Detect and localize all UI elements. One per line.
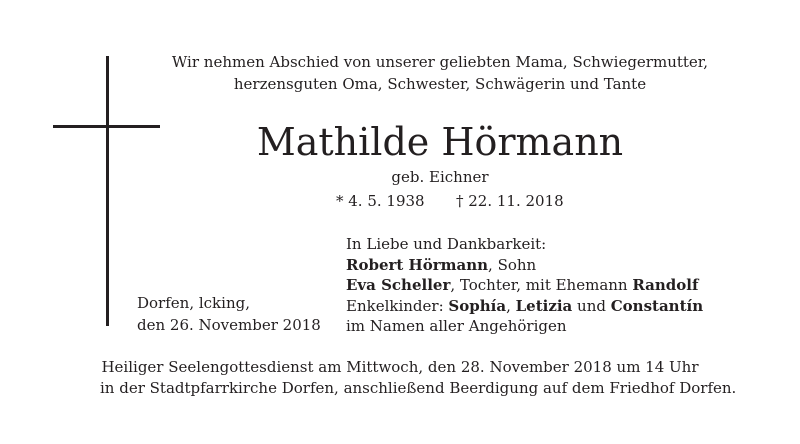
cross-horizontal-bar: [53, 125, 160, 128]
daughter-name: Eva Scheller: [346, 276, 451, 295]
mourners-closing: im Namen aller Angehörigen: [346, 317, 567, 336]
service-line-2: in der Stadtpfarrkirche Dorfen, anschließend Beerdigung auf dem Friedhof Dorfen.: [100, 379, 737, 397]
mourner-grandchildren: [346, 296, 703, 317]
daughter-role: , Tochter, mit Ehemann: [450, 276, 633, 295]
son-in-law-name: Randolf: [632, 276, 699, 295]
grandchild-1: Sophía: [448, 296, 507, 315]
place-and-date: [137, 292, 321, 336]
maiden-name: geb. Eichner: [391, 168, 489, 186]
service-info: [100, 357, 737, 399]
birth-date: * 4. 5. 1938: [336, 192, 425, 210]
grandchildren-label: Enkelkinder:: [346, 296, 449, 315]
son-role: , Sohn: [488, 255, 537, 274]
mourners-heading: In Liebe und Dankbarkeit:: [346, 235, 547, 253]
grandchild-separator-2: und: [572, 296, 611, 315]
place-line: Dorfen, lcking,: [137, 294, 250, 312]
cross-vertical-bar: [106, 56, 109, 326]
intro-line-1: Wir nehmen Abschied von unserer geliebten Mama, Schwiegermutter,: [171, 53, 709, 71]
intro-text: [160, 51, 720, 95]
son-name: Robert Hörmann: [346, 255, 489, 274]
mourners-list: [346, 234, 703, 337]
date-line: den 26. November 2018: [137, 316, 321, 334]
deceased-name: Mathilde Hörmann: [256, 120, 624, 164]
grandchild-3: Constantín: [610, 296, 704, 315]
service-line-1: Heiliger Seelengottesdienst am Mittwoch, den 28. November 2018 um 14 Uhr: [101, 358, 699, 376]
mourner-son: [346, 255, 703, 276]
grandchild-2: Letizia: [515, 296, 573, 315]
grandchild-separator-1: ,: [506, 296, 516, 315]
death-date: † 22. 11. 2018: [456, 192, 564, 210]
intro-line-2: herzensguten Oma, Schwester, Schwägerin und Tante: [233, 75, 647, 93]
mourner-daughter: [346, 275, 703, 296]
